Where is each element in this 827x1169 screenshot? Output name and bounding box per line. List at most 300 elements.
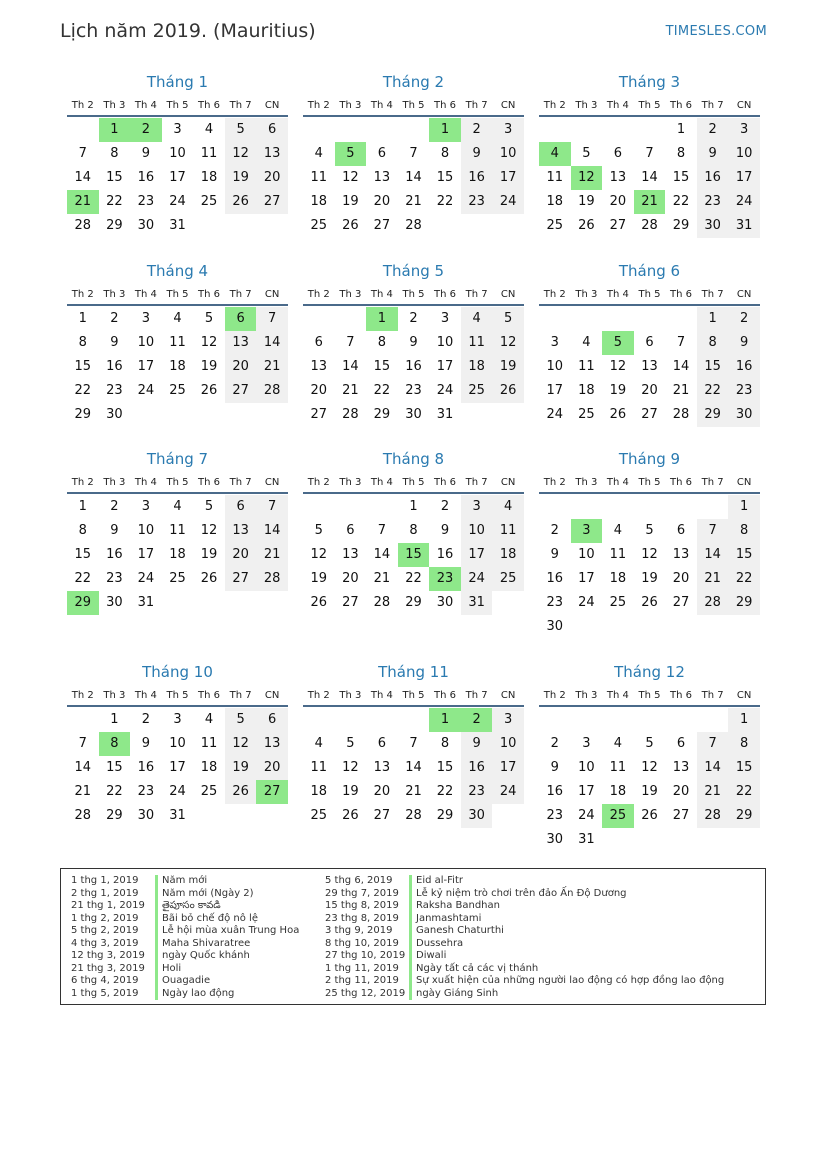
holiday-marker bbox=[409, 975, 412, 988]
day-cell: 30 bbox=[546, 832, 564, 847]
day-cell: 11 bbox=[578, 359, 595, 374]
month-calendar bbox=[67, 259, 288, 427]
day-cell: 20 bbox=[225, 543, 257, 567]
weekday-label: Th 5 bbox=[638, 477, 661, 488]
day-cell: 17 bbox=[578, 571, 595, 586]
day-grid bbox=[539, 118, 760, 238]
day-cell: 5 bbox=[225, 118, 257, 142]
day-cell: 22 bbox=[436, 784, 454, 799]
day-cell: 21 bbox=[697, 567, 729, 591]
day-cell: 15 bbox=[106, 760, 123, 775]
day-cell: 11 bbox=[310, 760, 328, 775]
holiday-name: Bãi bỏ chế độ nô lệ bbox=[162, 912, 258, 924]
day-cell: 29 bbox=[74, 407, 92, 422]
day-cell: 22 bbox=[74, 571, 92, 586]
day-cell: 27 bbox=[672, 808, 690, 823]
day-grid bbox=[67, 495, 288, 615]
day-cell: 18 bbox=[578, 383, 595, 398]
day-cell: 19 bbox=[225, 756, 257, 780]
day-cell: 9 bbox=[141, 146, 151, 161]
day-cell: 30 bbox=[436, 595, 454, 610]
day-cell: 2 bbox=[141, 712, 151, 727]
holiday-date: 8 thg 10, 2019 bbox=[325, 937, 399, 949]
holiday-date: 5 thg 2, 2019 bbox=[71, 925, 139, 936]
holiday-marker bbox=[409, 963, 412, 976]
weekday-label: Th 7 bbox=[465, 289, 488, 300]
site-link[interactable]: TIMESLES.COM bbox=[665, 24, 767, 39]
holiday-name: Ngày tất cả các vị thánh bbox=[416, 962, 539, 974]
page-title: Lịch năm 2019. (Mauritius) bbox=[60, 20, 316, 42]
day-cell: 23 bbox=[728, 379, 760, 403]
day-cell: 22 bbox=[672, 194, 690, 209]
day-cell: 26 bbox=[342, 808, 359, 823]
day-cell: 4 bbox=[314, 146, 323, 161]
day-cell: 19 bbox=[200, 359, 218, 374]
day-cell: 20 bbox=[641, 383, 658, 398]
day-cell: 5 bbox=[225, 708, 257, 732]
day-cell: 22 bbox=[728, 780, 760, 804]
weekday-label: Th 6 bbox=[670, 690, 693, 701]
weekday-label: Th 7 bbox=[229, 100, 252, 111]
day-cell: 15 bbox=[436, 170, 454, 185]
empty-cell bbox=[303, 495, 335, 519]
empty-cell bbox=[67, 118, 99, 142]
day-cell: 9 bbox=[550, 760, 559, 775]
empty-cell bbox=[571, 118, 603, 142]
holiday-day: 25 bbox=[602, 804, 634, 828]
day-cell: 12 bbox=[225, 732, 257, 756]
day-cell: 30 bbox=[546, 619, 564, 634]
day-cell: 27 bbox=[641, 407, 658, 422]
legend-item bbox=[315, 913, 724, 926]
day-cell: 28 bbox=[672, 407, 690, 422]
weekday-label: Th 6 bbox=[434, 477, 457, 488]
weekday-header bbox=[67, 95, 288, 117]
day-cell: 27 bbox=[225, 379, 257, 403]
day-cell: 10 bbox=[169, 736, 186, 751]
holiday-marker bbox=[409, 950, 412, 963]
day-cell: 9 bbox=[461, 732, 493, 756]
empty-cell bbox=[539, 118, 571, 142]
day-cell: 19 bbox=[342, 194, 359, 209]
holiday-name: Maha Shivaratree bbox=[162, 937, 251, 949]
day-cell: 2 bbox=[110, 311, 119, 326]
day-cell: 8 bbox=[676, 146, 686, 161]
empty-cell bbox=[303, 118, 335, 142]
day-cell: 13 bbox=[373, 760, 391, 775]
day-cell: 16 bbox=[546, 784, 564, 799]
day-cell: 28 bbox=[405, 808, 422, 823]
day-cell: 7 bbox=[256, 495, 288, 519]
day-cell: 24 bbox=[436, 383, 454, 398]
day-cell: 23 bbox=[697, 190, 729, 214]
weekday-header bbox=[539, 685, 760, 707]
weekday-label: Th 3 bbox=[103, 477, 126, 488]
weekday-label: Th 4 bbox=[134, 100, 157, 111]
holiday-name: ngày Giáng Sinh bbox=[416, 987, 499, 999]
day-cell: 29 bbox=[697, 403, 729, 427]
weekday-label: Th 4 bbox=[606, 289, 629, 300]
day-cell: 15 bbox=[74, 547, 92, 562]
holiday-day: 4 bbox=[539, 142, 571, 166]
holiday-marker bbox=[155, 988, 158, 1001]
day-cell: 6 bbox=[314, 335, 323, 350]
day-cell: 23 bbox=[106, 571, 123, 586]
day-cell: 1 bbox=[728, 495, 760, 519]
day-cell: 27 bbox=[342, 595, 359, 610]
weekday-label: Th 5 bbox=[166, 477, 189, 488]
day-cell: 6 bbox=[645, 335, 654, 350]
day-cell: 1 bbox=[409, 499, 418, 514]
day-cell: 26 bbox=[492, 379, 524, 403]
day-cell: 22 bbox=[728, 567, 760, 591]
day-cell: 10 bbox=[137, 523, 155, 538]
day-cell: 16 bbox=[461, 166, 493, 190]
weekday-label: Th 5 bbox=[166, 289, 189, 300]
day-cell: 10 bbox=[728, 142, 760, 166]
empty-cell bbox=[665, 708, 697, 732]
day-cell: 29 bbox=[728, 591, 760, 615]
holiday-name: Janmashtami bbox=[416, 912, 482, 924]
holiday-date: 3 thg 9, 2019 bbox=[325, 925, 393, 936]
day-cell: 6 bbox=[613, 146, 623, 161]
day-cell: 31 bbox=[728, 214, 760, 238]
day-cell: 6 bbox=[377, 146, 387, 161]
month-calendar bbox=[67, 447, 288, 615]
day-cell: 14 bbox=[697, 756, 729, 780]
day-cell: 4 bbox=[314, 736, 323, 751]
day-cell: 8 bbox=[728, 732, 760, 756]
weekday-label: Th 7 bbox=[701, 100, 724, 111]
day-cell: 14 bbox=[373, 547, 391, 562]
empty-cell bbox=[602, 495, 634, 519]
day-cell: 14 bbox=[641, 170, 658, 185]
weekday-label: Th 3 bbox=[575, 289, 598, 300]
day-cell: 14 bbox=[672, 359, 690, 374]
day-cell: 5 bbox=[645, 736, 654, 751]
legend-item bbox=[315, 975, 724, 988]
day-cell: 2 bbox=[110, 499, 119, 514]
holiday-marker bbox=[409, 988, 412, 1001]
day-cell: 19 bbox=[578, 194, 595, 209]
day-cell: 10 bbox=[578, 547, 595, 562]
day-cell: 26 bbox=[641, 595, 658, 610]
weekday-label: Th 2 bbox=[71, 289, 94, 300]
day-cell: 30 bbox=[697, 214, 729, 238]
day-cell: 16 bbox=[106, 547, 123, 562]
day-cell: 3 bbox=[492, 708, 524, 732]
holiday-day: 5 bbox=[335, 142, 367, 166]
weekday-header bbox=[67, 284, 288, 306]
weekday-label: Th 4 bbox=[134, 477, 157, 488]
weekday-label: CN bbox=[736, 289, 752, 300]
weekday-label: Th 2 bbox=[307, 100, 330, 111]
weekday-label: Th 3 bbox=[339, 100, 362, 111]
month-title: Tháng 11 bbox=[378, 663, 449, 681]
empty-cell bbox=[634, 708, 666, 732]
day-cell: 4 bbox=[173, 499, 182, 514]
day-cell: 29 bbox=[436, 808, 454, 823]
day-cell: 1 bbox=[110, 712, 119, 727]
day-cell: 23 bbox=[546, 595, 564, 610]
day-cell: 17 bbox=[436, 359, 454, 374]
day-cell: 23 bbox=[405, 383, 422, 398]
day-cell: 11 bbox=[169, 335, 186, 350]
day-cell: 31 bbox=[578, 832, 595, 847]
day-cell: 5 bbox=[346, 736, 355, 751]
holiday-date: 4 thg 3, 2019 bbox=[71, 937, 139, 949]
day-grid bbox=[539, 307, 760, 427]
weekday-label: Th 5 bbox=[166, 100, 189, 111]
day-cell: 16 bbox=[728, 355, 760, 379]
day-cell: 27 bbox=[256, 190, 288, 214]
day-cell: 5 bbox=[645, 523, 654, 538]
day-cell: 11 bbox=[310, 170, 328, 185]
legend-item bbox=[315, 925, 724, 938]
day-cell: 25 bbox=[310, 808, 328, 823]
day-cell: 16 bbox=[461, 756, 493, 780]
day-cell: 23 bbox=[106, 383, 123, 398]
legend-column bbox=[61, 875, 299, 1000]
empty-cell bbox=[335, 708, 367, 732]
weekday-header bbox=[303, 472, 524, 494]
day-cell: 7 bbox=[409, 146, 418, 161]
holiday-name: ngày Quốc khánh bbox=[162, 950, 250, 961]
legend-item bbox=[61, 925, 299, 938]
day-cell: 1 bbox=[728, 708, 760, 732]
holiday-day: 27 bbox=[256, 780, 288, 804]
day-cell: 2 bbox=[440, 499, 450, 514]
day-cell: 5 bbox=[314, 523, 323, 538]
legend-item bbox=[61, 900, 299, 913]
holiday-date: 1 thg 5, 2019 bbox=[71, 987, 139, 999]
weekday-label: Th 2 bbox=[71, 100, 94, 111]
day-cell: 26 bbox=[310, 595, 328, 610]
day-cell: 25 bbox=[578, 407, 595, 422]
day-cell: 18 bbox=[200, 760, 218, 775]
day-cell: 17 bbox=[461, 543, 493, 567]
day-cell: 13 bbox=[256, 732, 288, 756]
day-grid bbox=[67, 708, 288, 828]
weekday-label: Th 3 bbox=[575, 690, 598, 701]
day-cell: 14 bbox=[74, 170, 92, 185]
holiday-date: 23 thg 8, 2019 bbox=[325, 912, 399, 924]
day-cell: 16 bbox=[546, 571, 564, 586]
day-cell: 10 bbox=[578, 760, 595, 775]
day-cell: 23 bbox=[461, 190, 493, 214]
legend-item bbox=[61, 950, 299, 963]
legend-item bbox=[315, 963, 724, 976]
weekday-label: Th 2 bbox=[307, 690, 330, 701]
day-cell: 3 bbox=[141, 311, 151, 326]
weekday-label: CN bbox=[264, 690, 280, 701]
holiday-date: 2 thg 11, 2019 bbox=[325, 975, 399, 986]
empty-cell bbox=[366, 708, 398, 732]
day-cell: 25 bbox=[169, 571, 186, 586]
weekday-label: CN bbox=[736, 690, 752, 701]
day-cell: 2 bbox=[550, 736, 559, 751]
day-cell: 6 bbox=[256, 708, 288, 732]
day-cell: 21 bbox=[672, 383, 690, 398]
holiday-name: Lễ kỷ niệm trò chơi trên đảo Ấn Độ Dương bbox=[416, 887, 627, 899]
day-cell: 5 bbox=[492, 307, 524, 331]
day-cell: 22 bbox=[373, 383, 391, 398]
day-cell: 24 bbox=[492, 780, 524, 804]
day-cell: 16 bbox=[436, 547, 454, 562]
holiday-name: Diwali bbox=[416, 950, 447, 961]
weekday-label: Th 6 bbox=[670, 100, 693, 111]
weekday-label: Th 6 bbox=[434, 690, 457, 701]
day-cell: 17 bbox=[169, 170, 186, 185]
day-cell: 24 bbox=[169, 194, 186, 209]
weekday-label: Th 3 bbox=[103, 690, 126, 701]
day-cell: 8 bbox=[110, 146, 119, 161]
day-cell: 1 bbox=[78, 499, 87, 514]
weekday-label: Th 2 bbox=[543, 100, 566, 111]
month-calendar bbox=[67, 70, 288, 238]
day-cell: 4 bbox=[461, 307, 493, 331]
day-cell: 11 bbox=[609, 760, 627, 775]
day-cell: 17 bbox=[169, 760, 186, 775]
day-cell: 8 bbox=[377, 335, 387, 350]
weekday-header bbox=[539, 284, 760, 306]
weekday-label: Th 3 bbox=[339, 477, 362, 488]
day-cell: 9 bbox=[110, 335, 119, 350]
holiday-name: Holi bbox=[162, 962, 182, 974]
day-cell: 8 bbox=[78, 523, 87, 538]
holiday-day: 21 bbox=[634, 190, 666, 214]
holiday-marker bbox=[155, 975, 158, 988]
day-cell: 12 bbox=[609, 359, 627, 374]
day-cell: 13 bbox=[225, 519, 257, 543]
month-title: Tháng 2 bbox=[382, 73, 445, 91]
day-cell: 24 bbox=[492, 190, 524, 214]
weekday-label: Th 7 bbox=[701, 289, 724, 300]
day-cell: 13 bbox=[609, 170, 627, 185]
day-cell: 3 bbox=[440, 311, 450, 326]
day-cell: 28 bbox=[373, 595, 391, 610]
legend-item bbox=[61, 963, 299, 976]
day-cell: 19 bbox=[492, 355, 524, 379]
day-cell: 4 bbox=[204, 122, 214, 137]
empty-cell bbox=[335, 118, 367, 142]
day-cell: 24 bbox=[578, 808, 595, 823]
holiday-name: Lễ hội mùa xuân Trung Hoa bbox=[162, 925, 300, 936]
month-title: Tháng 12 bbox=[614, 663, 685, 681]
day-cell: 18 bbox=[310, 194, 328, 209]
month-title: Tháng 7 bbox=[146, 450, 209, 468]
weekday-header bbox=[303, 685, 524, 707]
day-cell: 13 bbox=[672, 547, 690, 562]
day-cell: 28 bbox=[256, 567, 288, 591]
holiday-marker bbox=[409, 888, 412, 901]
day-cell: 1 bbox=[697, 307, 729, 331]
day-grid bbox=[67, 118, 288, 238]
day-cell: 2 bbox=[697, 118, 729, 142]
day-cell: 20 bbox=[256, 166, 288, 190]
weekday-label: Th 5 bbox=[402, 289, 425, 300]
day-cell: 8 bbox=[440, 146, 450, 161]
day-cell: 30 bbox=[728, 403, 760, 427]
day-cell: 12 bbox=[200, 523, 218, 538]
day-cell: 21 bbox=[342, 383, 359, 398]
weekday-label: Th 5 bbox=[166, 690, 189, 701]
day-cell: 14 bbox=[342, 359, 359, 374]
day-cell: 25 bbox=[200, 194, 218, 209]
day-cell: 7 bbox=[78, 146, 87, 161]
day-cell: 9 bbox=[461, 142, 493, 166]
day-cell: 11 bbox=[546, 170, 564, 185]
day-cell: 6 bbox=[225, 495, 257, 519]
day-cell: 8 bbox=[440, 736, 450, 751]
day-grid bbox=[303, 307, 524, 427]
weekday-label: Th 2 bbox=[71, 690, 94, 701]
day-cell: 15 bbox=[373, 359, 391, 374]
weekday-label: Th 7 bbox=[229, 289, 252, 300]
weekday-label: Th 4 bbox=[134, 690, 157, 701]
day-cell: 28 bbox=[74, 808, 92, 823]
day-cell: 1 bbox=[78, 311, 87, 326]
day-cell: 25 bbox=[310, 218, 328, 233]
day-cell: 20 bbox=[672, 784, 690, 799]
holiday-name: Sự xuất hiện của những người lao động có hợp đồng lao động bbox=[416, 975, 725, 986]
empty-cell bbox=[634, 495, 666, 519]
day-cell: 10 bbox=[137, 335, 155, 350]
day-cell: 9 bbox=[550, 547, 559, 562]
day-cell: 15 bbox=[106, 170, 123, 185]
day-cell: 14 bbox=[405, 760, 422, 775]
day-cell: 12 bbox=[342, 760, 359, 775]
legend-item bbox=[61, 913, 299, 926]
day-cell: 14 bbox=[256, 519, 288, 543]
holiday-marker bbox=[155, 950, 158, 963]
day-cell: 12 bbox=[342, 170, 359, 185]
weekday-label: Th 6 bbox=[434, 289, 457, 300]
day-cell: 20 bbox=[225, 355, 257, 379]
day-cell: 24 bbox=[137, 571, 155, 586]
weekday-label: Th 2 bbox=[543, 477, 566, 488]
day-cell: 26 bbox=[342, 218, 359, 233]
weekday-label: Th 3 bbox=[339, 690, 362, 701]
holiday-day: 2 bbox=[130, 118, 162, 142]
day-cell: 10 bbox=[492, 142, 524, 166]
day-cell: 7 bbox=[256, 307, 288, 331]
day-cell: 20 bbox=[256, 756, 288, 780]
weekday-label: CN bbox=[736, 477, 752, 488]
weekday-label: Th 7 bbox=[229, 477, 252, 488]
day-cell: 13 bbox=[641, 359, 658, 374]
day-cell: 12 bbox=[641, 760, 658, 775]
holiday-name: Dussehra bbox=[416, 937, 464, 949]
day-cell: 3 bbox=[492, 118, 524, 142]
legend-item bbox=[315, 950, 724, 963]
day-cell: 15 bbox=[728, 756, 760, 780]
weekday-label: Th 6 bbox=[670, 289, 693, 300]
holiday-name: Ouagadie bbox=[162, 975, 211, 986]
day-cell: 28 bbox=[74, 218, 92, 233]
day-grid bbox=[303, 495, 524, 615]
holiday-day: 1 bbox=[429, 118, 461, 142]
empty-cell bbox=[335, 495, 367, 519]
legend-item bbox=[61, 988, 299, 1001]
day-cell: 9 bbox=[728, 331, 760, 355]
day-cell: 26 bbox=[225, 780, 257, 804]
weekday-label: Th 2 bbox=[543, 690, 566, 701]
weekday-label: Th 4 bbox=[606, 100, 629, 111]
day-cell: 23 bbox=[137, 194, 155, 209]
empty-cell bbox=[634, 118, 666, 142]
day-cell: 12 bbox=[310, 547, 328, 562]
